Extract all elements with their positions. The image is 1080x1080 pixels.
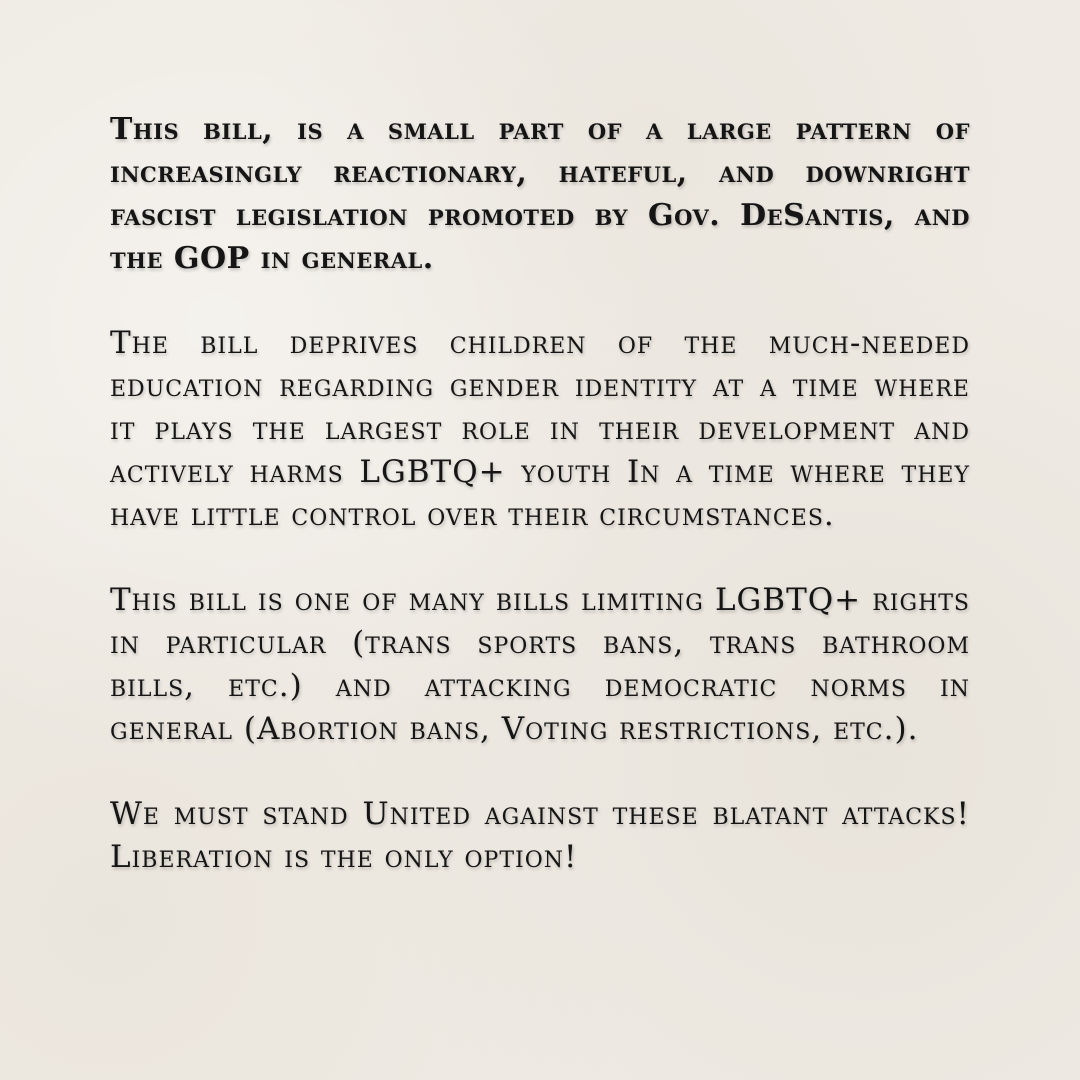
paragraph-call-to-action: We must stand United against these blatant attacks! Liberation is the only option! <box>110 796 970 875</box>
paragraph-education: The bill deprives children of the much-needed education regarding gender identity at a time where it plays the largest role in their development and actively harms LGBTQ+ youth In a time where they have little control over their circumstances. <box>110 325 970 533</box>
paragraph-rights: This bill is one of many bills limiting LGBTQ+ rights in particular (trans sports bans, trans bathroom bills, etc.) and attacking democratic norms in general (Abortion bans, Voting restrictions, etc.). <box>110 582 970 747</box>
paragraph-intro: This bill, is a small part of a large pattern of increasingly reactionary, hateful, and downright fascist legislation promoted by Gov. DeSantis, and the GOP in general. <box>110 112 970 276</box>
statement-text <box>110 108 970 921</box>
